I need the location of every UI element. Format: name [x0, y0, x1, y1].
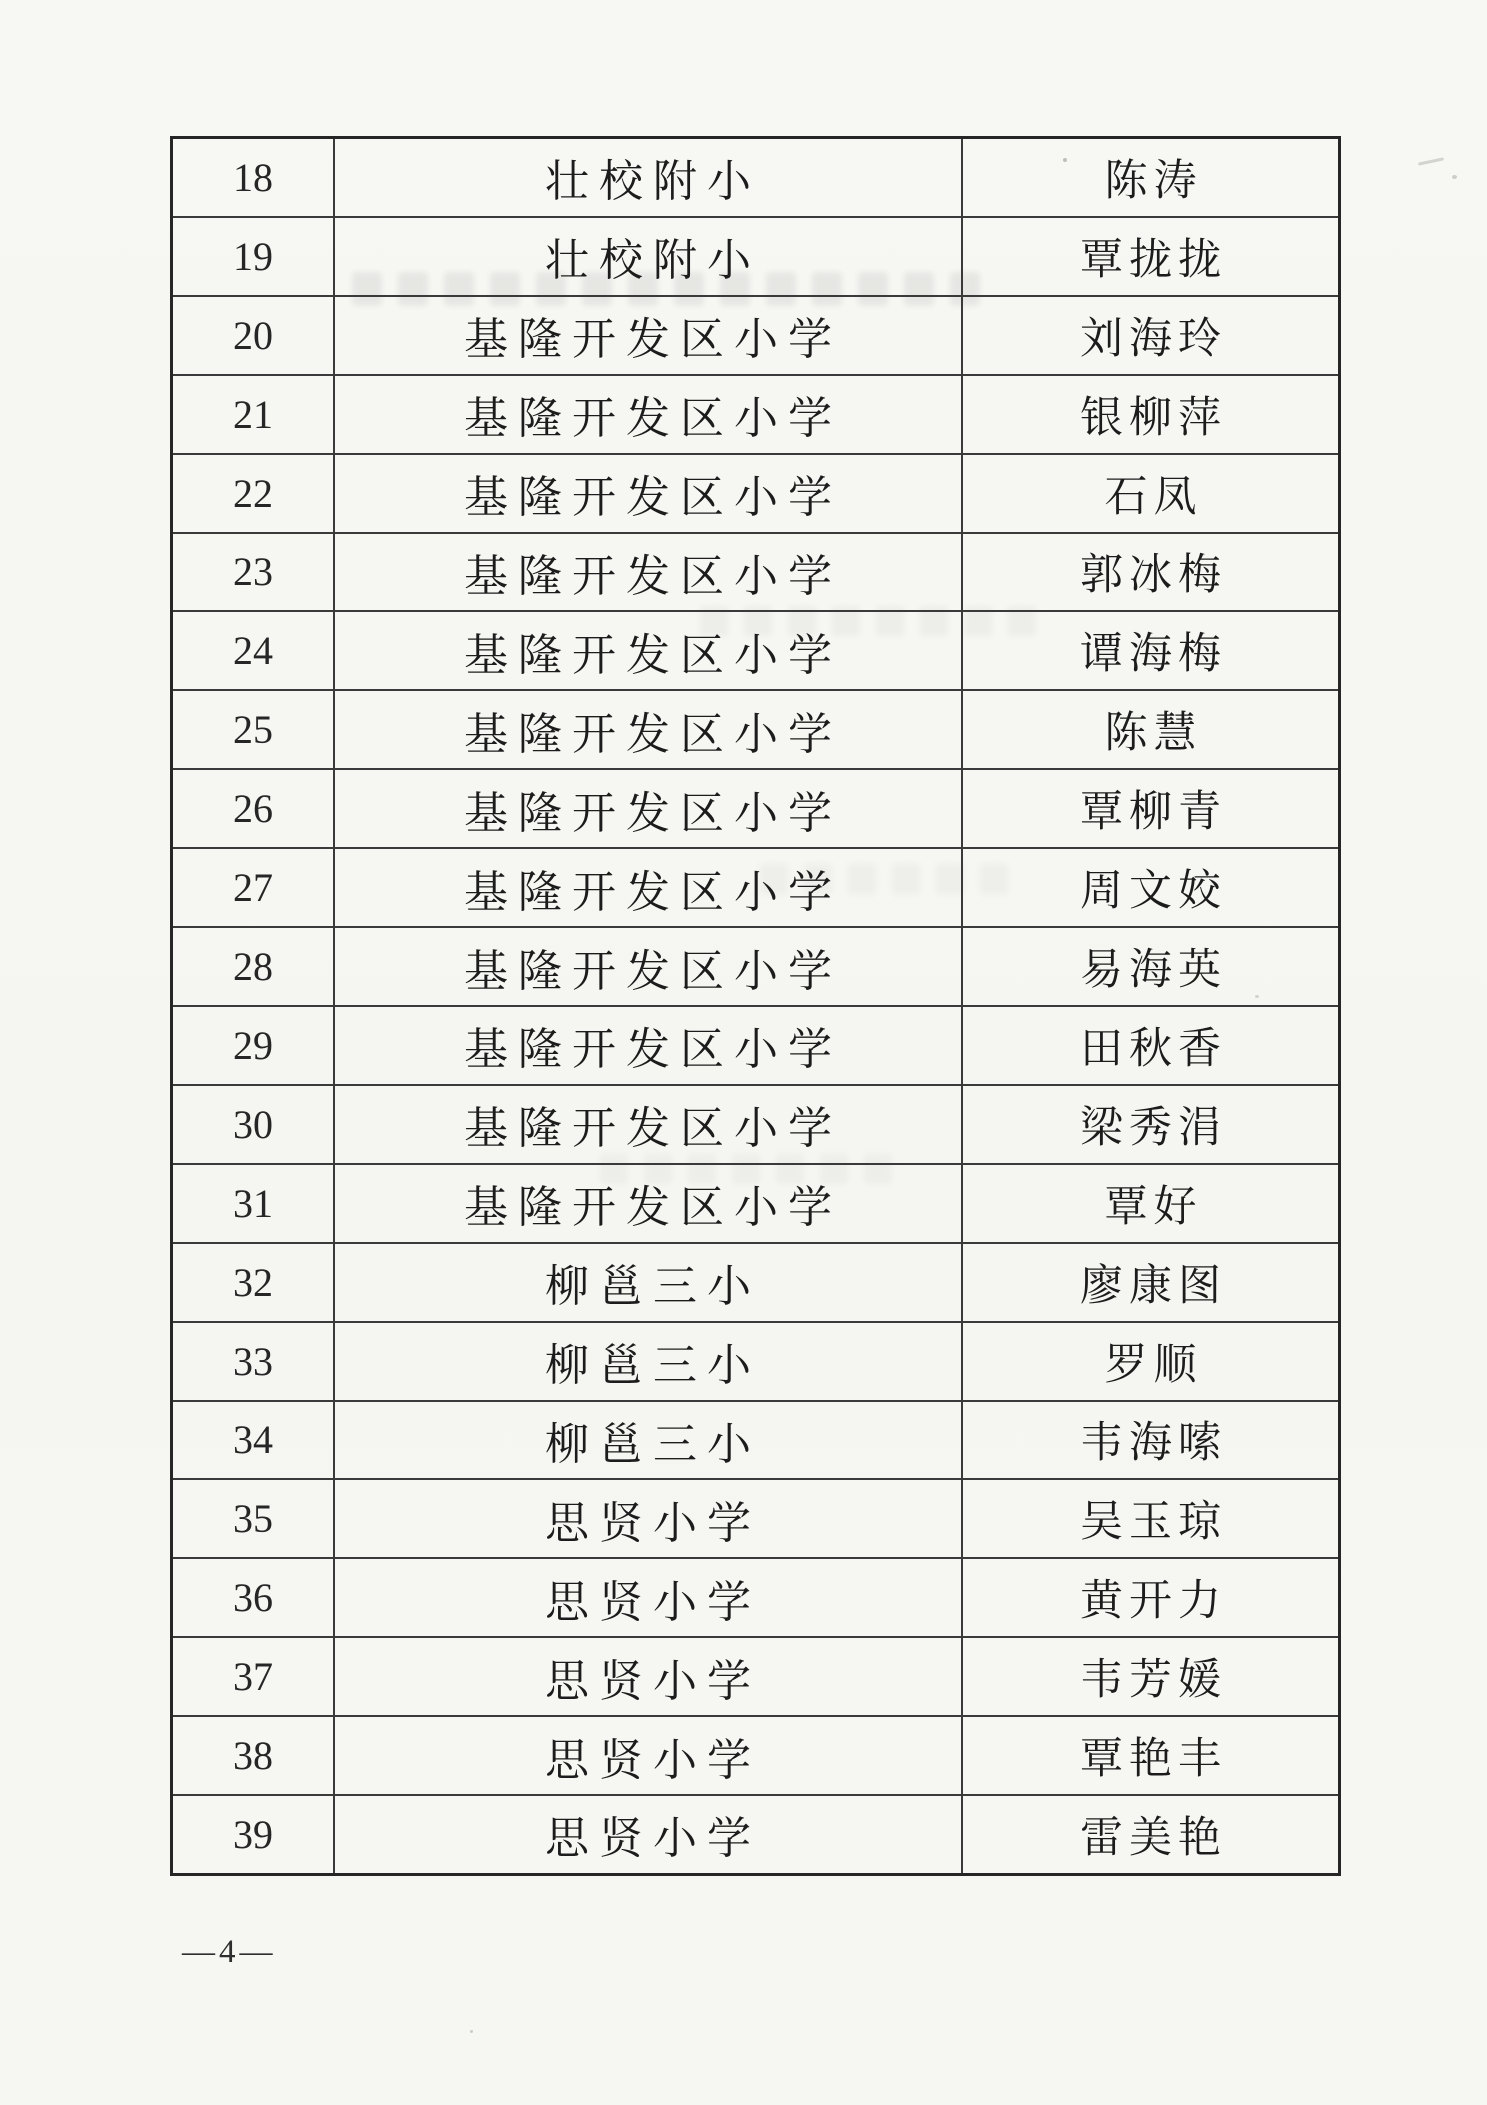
school-cell: 思贤小学: [333, 1717, 961, 1794]
table-row: [173, 295, 1338, 374]
row-number-cell: 19: [233, 233, 273, 279]
row-number-cell: 34: [233, 1417, 273, 1463]
school-cell: 基隆开发区小学: [333, 928, 961, 1005]
name-cell: 韦海嗦: [961, 1402, 1338, 1479]
name-cell: 覃艳丰: [961, 1717, 1338, 1794]
school-cell: 基隆开发区小学: [333, 534, 961, 611]
name-cell: 周文姣: [961, 849, 1338, 926]
page-number: —4—: [182, 1934, 277, 1970]
row-number-cell: 24: [233, 628, 273, 674]
name-cell: 韦芳媛: [961, 1638, 1338, 1715]
row-number-cell: 36: [233, 1575, 273, 1621]
scan-speck: [470, 2030, 473, 2033]
name-cell: 梁秀涓: [961, 1086, 1338, 1163]
name-cell: 易海英: [961, 928, 1338, 1005]
table-row: [173, 532, 1338, 611]
row-number-cell: 35: [233, 1496, 273, 1542]
row-number-cell: 39: [233, 1811, 273, 1857]
school-cell: 柳邕三小: [333, 1244, 961, 1321]
table-row: [173, 1557, 1338, 1636]
table-row: [173, 1400, 1338, 1479]
row-number-cell: 22: [233, 470, 273, 516]
school-cell: 基隆开发区小学: [333, 376, 961, 453]
table-row: [173, 1242, 1338, 1321]
scan-speck: [1452, 175, 1457, 179]
table-row: [173, 1715, 1338, 1794]
row-number-cell: 25: [233, 707, 273, 753]
table-row: [173, 1636, 1338, 1715]
name-cell: 石凤: [961, 455, 1338, 532]
school-cell: 基隆开发区小学: [333, 1007, 961, 1084]
school-cell: 基隆开发区小学: [333, 612, 961, 689]
table-row: [173, 1005, 1338, 1084]
school-cell: 壮校附小: [333, 139, 961, 216]
roster-table: [170, 136, 1341, 1876]
school-cell: 思贤小学: [333, 1796, 961, 1873]
school-cell: 基隆开发区小学: [333, 770, 961, 847]
name-cell: 黄开力: [961, 1559, 1338, 1636]
school-cell: 思贤小学: [333, 1559, 961, 1636]
table-row: [173, 1794, 1338, 1873]
table-row: [173, 216, 1338, 295]
table-row: [173, 453, 1338, 532]
name-cell: 覃拢拢: [961, 218, 1338, 295]
school-cell: 思贤小学: [333, 1638, 961, 1715]
school-cell: 壮校附小: [333, 218, 961, 295]
table-row: [173, 139, 1338, 216]
row-number-cell: 38: [233, 1733, 273, 1779]
name-cell: 银柳萍: [961, 376, 1338, 453]
school-cell: 基隆开发区小学: [333, 691, 961, 768]
name-cell: 谭海梅: [961, 612, 1338, 689]
name-cell: 陈涛: [961, 139, 1338, 216]
row-number-cell: 26: [233, 786, 273, 832]
row-number-cell: 29: [233, 1022, 273, 1068]
table-row: [173, 1478, 1338, 1557]
table-row: [173, 1321, 1338, 1400]
name-cell: 刘海玲: [961, 297, 1338, 374]
table-row: [173, 374, 1338, 453]
name-cell: 吴玉琼: [961, 1480, 1338, 1557]
name-cell: 覃柳青: [961, 770, 1338, 847]
school-cell: 基隆开发区小学: [333, 455, 961, 532]
row-number-cell: 37: [233, 1654, 273, 1700]
school-cell: 基隆开发区小学: [333, 849, 961, 926]
school-cell: 基隆开发区小学: [333, 297, 961, 374]
school-cell: 思贤小学: [333, 1480, 961, 1557]
row-number-cell: 20: [233, 312, 273, 358]
school-cell: 柳邕三小: [333, 1323, 961, 1400]
table-row: [173, 610, 1338, 689]
name-cell: 雷美艳: [961, 1796, 1338, 1873]
name-cell: 陈慧: [961, 691, 1338, 768]
row-number-cell: 27: [233, 865, 273, 911]
row-number-cell: 30: [233, 1101, 273, 1147]
name-cell: 郭冰梅: [961, 534, 1338, 611]
name-cell: 廖康图: [961, 1244, 1338, 1321]
name-cell: 覃好: [961, 1165, 1338, 1242]
table-row: [173, 926, 1338, 1005]
row-number-cell: 21: [233, 391, 273, 437]
table-row: [173, 768, 1338, 847]
row-number-cell: 33: [233, 1338, 273, 1384]
row-number-cell: 23: [233, 549, 273, 595]
row-number-cell: 28: [233, 944, 273, 990]
table-row: [173, 1084, 1338, 1163]
table-row: [173, 847, 1338, 926]
table-row: [173, 1163, 1338, 1242]
table-row: [173, 689, 1338, 768]
scan-speck: [1418, 157, 1444, 165]
school-cell: 基隆开发区小学: [333, 1086, 961, 1163]
school-cell: 基隆开发区小学: [333, 1165, 961, 1242]
row-number-cell: 32: [233, 1259, 273, 1305]
row-number-cell: 18: [233, 154, 273, 200]
name-cell: 罗顺: [961, 1323, 1338, 1400]
row-number-cell: 31: [233, 1180, 273, 1226]
school-cell: 柳邕三小: [333, 1402, 961, 1479]
name-cell: 田秋香: [961, 1007, 1338, 1084]
